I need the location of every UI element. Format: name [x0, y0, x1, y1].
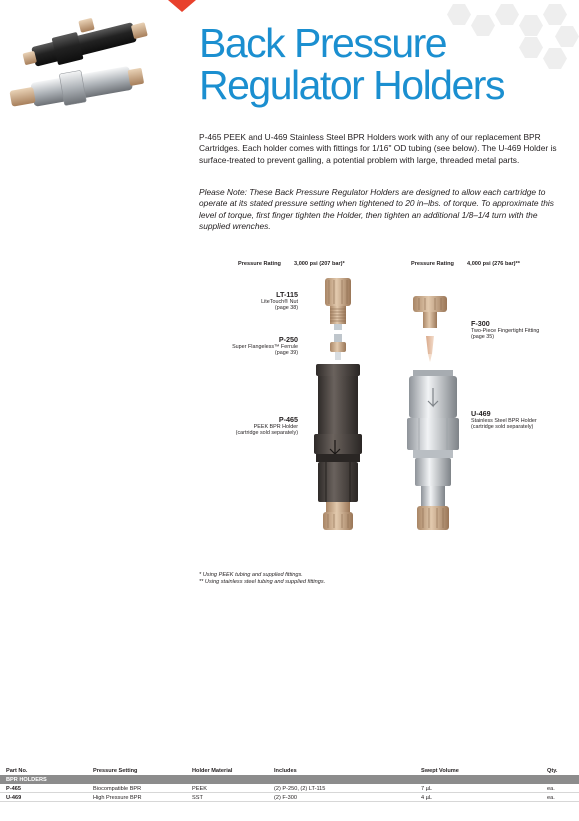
table-header — [0, 766, 579, 775]
callout-part-number: P-465 — [278, 415, 298, 424]
pressure-rating-value: 3,000 psi (207 bar)* — [294, 261, 345, 267]
group-label: BPR HOLDERS — [6, 777, 47, 783]
callout-description: LiteTouch® Nut — [261, 299, 298, 305]
column-header: Pressure Setting — [93, 768, 138, 774]
callout-description: Two-Piece Fingertight Fitting — [471, 328, 540, 334]
cell-includes: (2) F-300 — [274, 795, 298, 801]
callout-description: Stainless Steel BPR Holder — [471, 418, 537, 424]
cell-part-number: U-469 — [6, 795, 22, 801]
cell-qty: ea. — [547, 795, 555, 801]
cell-holder-material: PEEK — [192, 786, 207, 792]
table-group-header — [0, 775, 579, 784]
cell-qty: ea. — [547, 786, 555, 792]
callout-part-number: LT-115 — [276, 290, 298, 299]
callout-page: (page 35) — [471, 334, 495, 341]
callout-lt-115 — [230, 290, 298, 312]
footnote-sst: ** Using stainless steel tubing and supplied fittings. — [199, 578, 326, 585]
ordering-table — [0, 766, 579, 802]
column-header: Part No. — [6, 768, 28, 774]
u-469-holder-image — [407, 370, 459, 530]
column-header: Swept Volume — [421, 768, 459, 774]
cell-swept-volume: 4 µL — [421, 795, 432, 801]
lt-115-nut-image — [325, 278, 351, 330]
pressure-rating-label: Pressure Rating — [238, 261, 281, 267]
title-line-2: Regulator Holders — [199, 62, 504, 108]
intro-paragraph: P-465 PEEK and U-469 Stainless Steel BPR Holders work with any of our replacement BPR Cartridges. Each holder comes with fittings for 1/16" OD tubing (see below). The U-469 Holder is surface-treated to prevent galling, a potential problem with large, threaded metal parts. — [199, 132, 557, 165]
cell-part-number: P-465 — [6, 786, 21, 792]
cell-pressure-setting: Biocompatible BPR — [93, 786, 142, 792]
callout-part-number: F-300 — [471, 319, 490, 328]
callout-page: (cartridge sold separately) — [471, 424, 534, 431]
callout-description: PEEK BPR Holder — [253, 424, 298, 430]
torque-note: Please Note: These Back Pressure Regulator Holders are designed to allow each cartridge to operate at its stated pressure setting when tightened to 20 in–lbs. of torque. To approximate this level of torque, first finger tighten the Holder, then tighten an additional 1/8–1/4 turn with the supplied wrenches. — [199, 187, 554, 232]
cell-holder-material: SST — [192, 795, 203, 801]
callout-page: (page 39) — [274, 350, 298, 357]
callout-page: (page 38) — [274, 305, 298, 312]
callout-part-number: P-250 — [278, 335, 298, 344]
callout-part-number: U-469 — [471, 409, 491, 418]
pressure-rating-label: Pressure Rating — [411, 261, 454, 267]
callout-f-300 — [471, 319, 539, 341]
callout-p-465 — [210, 415, 298, 437]
callout-description: Super Flangeless™ Ferrule — [232, 344, 298, 350]
page-title — [199, 22, 569, 106]
callout-page: (cartridge sold separately) — [235, 430, 298, 437]
table-row — [0, 784, 579, 793]
p-465-holder-image — [314, 364, 362, 530]
column-header: Holder Material — [192, 768, 233, 774]
callout-p-250 — [214, 335, 298, 357]
pressure-rating-sst — [411, 261, 520, 267]
f-300-fitting-image — [413, 296, 447, 362]
callout-u-469 — [471, 409, 537, 431]
cell-includes: (2) P-250, (2) LT-115 — [274, 786, 326, 792]
footnote-peek: * Using PEEK tubing and supplied fittings. — [199, 572, 303, 578]
cell-swept-volume: 7 µL — [421, 786, 432, 792]
cell-pressure-setting: High Pressure BPR — [93, 795, 142, 801]
footnotes — [199, 572, 325, 586]
table-row — [0, 793, 579, 802]
column-header: Qty. — [547, 768, 558, 774]
pressure-rating-peek — [238, 261, 345, 267]
title-line-1: Back Pressure — [199, 20, 447, 66]
product-hero-image — [4, 8, 164, 128]
pressure-rating-value: 4,000 psi (276 bar)** — [467, 261, 520, 267]
column-header: Includes — [274, 768, 297, 774]
header-accent-triangle — [168, 0, 196, 12]
p-250-ferrule-image — [330, 334, 346, 360]
